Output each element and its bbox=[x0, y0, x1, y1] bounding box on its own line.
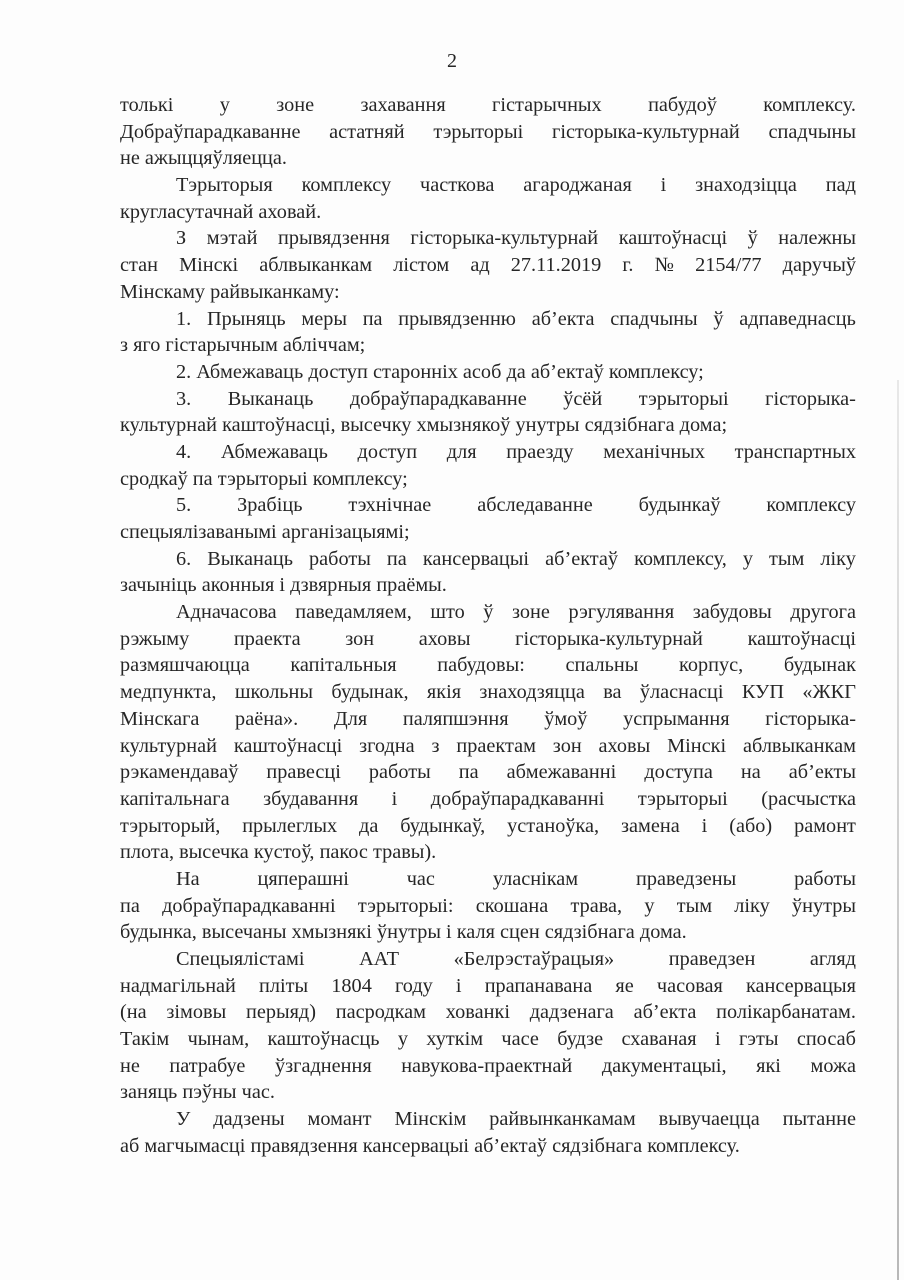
word: школьны bbox=[234, 681, 314, 704]
word: полікарбанатам. bbox=[716, 1001, 856, 1024]
word: капітальныя bbox=[290, 654, 397, 677]
word: (расчыстка bbox=[761, 787, 856, 810]
word: пабудоў bbox=[648, 94, 717, 116]
word: збудавання bbox=[263, 787, 359, 810]
word: ўмоў bbox=[544, 707, 588, 730]
word: уласнікам bbox=[492, 867, 579, 890]
text-line bbox=[120, 813, 856, 840]
word: добраўпарадкаванні bbox=[430, 787, 605, 810]
word: ў bbox=[483, 601, 494, 624]
word: рэжыму bbox=[120, 627, 190, 650]
word: агароджаная bbox=[523, 174, 632, 197]
word: па bbox=[362, 307, 383, 330]
word: ўзгаднення bbox=[274, 1054, 372, 1077]
word: меры bbox=[301, 307, 347, 330]
word: 27.11.2019 bbox=[510, 254, 602, 277]
word: і bbox=[714, 1028, 721, 1051]
word: корпус, bbox=[679, 654, 744, 677]
word: гісторыка- bbox=[765, 387, 856, 410]
word: аблвыканкам bbox=[259, 254, 373, 277]
word: час bbox=[406, 867, 435, 890]
text-line bbox=[120, 626, 856, 653]
word: тым bbox=[676, 894, 713, 917]
word: № bbox=[654, 254, 674, 277]
text-line bbox=[120, 973, 856, 1000]
word: можа bbox=[810, 1054, 856, 1077]
word: культурнай bbox=[120, 734, 217, 757]
word: кансервацыя bbox=[746, 974, 856, 997]
word: 2154/77 bbox=[695, 254, 762, 277]
word: пліты bbox=[259, 974, 309, 997]
word: каштоўнасці bbox=[233, 734, 343, 757]
word: зімовы bbox=[166, 1001, 227, 1024]
word: Зрабіць bbox=[237, 494, 303, 517]
word: (на bbox=[120, 1001, 147, 1024]
word: знаходзяцца bbox=[479, 681, 585, 704]
word: размяшчаюцца bbox=[120, 654, 250, 677]
text-line bbox=[120, 252, 856, 279]
word: комплексу, bbox=[634, 547, 727, 570]
word: Прыняць bbox=[206, 307, 286, 330]
word: ААТ bbox=[359, 948, 399, 970]
text-line bbox=[120, 599, 856, 626]
word: Выканаць bbox=[227, 387, 314, 410]
word: 4. bbox=[176, 440, 192, 463]
text-line: з яго гістарычным абліччам; bbox=[120, 334, 366, 357]
text-line: спецыялізаванымі арганізацыямі; bbox=[120, 521, 410, 543]
word: адпаведнасць bbox=[739, 307, 856, 330]
word: ліку bbox=[820, 547, 856, 570]
word: устаноўка, bbox=[507, 814, 600, 837]
word: часовая bbox=[656, 974, 723, 997]
word: аб’ектаў bbox=[545, 547, 619, 570]
word: рамонт bbox=[794, 814, 856, 837]
text-line bbox=[120, 759, 856, 786]
word: пад bbox=[825, 174, 856, 197]
word: зоне bbox=[276, 94, 315, 116]
word: патрабуе bbox=[169, 1054, 246, 1077]
word: лістом bbox=[393, 254, 450, 277]
text-line bbox=[120, 492, 856, 519]
word: добраўпарадкаванні bbox=[162, 894, 336, 917]
word: гісторыка-культурнай bbox=[515, 627, 703, 650]
word: астатняй bbox=[329, 120, 405, 143]
word: у bbox=[742, 547, 753, 570]
word: часе bbox=[501, 1028, 539, 1051]
word: ўласнасці bbox=[639, 681, 724, 704]
word: каштоўнасці bbox=[618, 227, 728, 250]
word: якія bbox=[426, 681, 462, 704]
word: гістарычных bbox=[492, 94, 602, 116]
word: Такім bbox=[120, 1028, 170, 1051]
word: аблвыканкам bbox=[743, 734, 856, 757]
word: спадчыны bbox=[610, 307, 698, 330]
word: механічных bbox=[603, 440, 705, 463]
word: «ЖКГ bbox=[802, 681, 856, 704]
text-line bbox=[120, 546, 856, 573]
word: гісторыка-культурнай bbox=[552, 120, 740, 143]
word: дадзены bbox=[213, 1108, 285, 1131]
word: па bbox=[458, 761, 479, 784]
word: Выканаць bbox=[207, 547, 293, 570]
text-line bbox=[120, 225, 856, 252]
text-line bbox=[120, 786, 856, 813]
word: абмежаванні bbox=[506, 761, 617, 784]
word: на bbox=[740, 761, 761, 784]
word: часткова bbox=[420, 174, 495, 197]
word: З bbox=[176, 227, 187, 250]
word: належны bbox=[778, 227, 856, 250]
word: забудовы bbox=[692, 601, 772, 624]
text-line: заняць пэўны час. bbox=[120, 1081, 275, 1104]
word: гісторыка-культурнай bbox=[410, 227, 599, 250]
text-line: сродкаў па тэрыторыі комплексу; bbox=[120, 467, 408, 490]
word: які bbox=[756, 1054, 781, 1077]
word: тэхнічнае bbox=[348, 494, 432, 517]
text-line bbox=[120, 1106, 856, 1133]
word: мэтай bbox=[206, 227, 258, 250]
word: дадзенага bbox=[529, 1001, 614, 1024]
text-line bbox=[120, 946, 856, 973]
word: і bbox=[701, 814, 708, 837]
word: захавання bbox=[360, 94, 446, 116]
word: Мінскага bbox=[120, 707, 200, 730]
word: стан bbox=[120, 254, 158, 277]
text-line: не ажыццяўляецца. bbox=[120, 147, 287, 170]
word: будынак, bbox=[331, 681, 409, 704]
text-line bbox=[120, 306, 856, 333]
text-line bbox=[120, 866, 856, 893]
text-line bbox=[120, 172, 856, 199]
word: другога bbox=[790, 601, 856, 624]
word: момант bbox=[307, 1108, 372, 1131]
word: тэрыторыі bbox=[637, 787, 728, 810]
text-line: зачыніць аконныя і дзвярныя праёмы. bbox=[120, 574, 447, 597]
word: работы bbox=[309, 547, 371, 570]
word: зоне bbox=[511, 601, 550, 624]
text-line bbox=[120, 92, 856, 119]
word: На bbox=[176, 867, 200, 890]
page-number: 2 bbox=[447, 50, 457, 72]
word: Абмежаваць bbox=[220, 440, 328, 463]
word: будзе bbox=[557, 1028, 604, 1051]
word: ў bbox=[747, 227, 758, 250]
word: успрымання bbox=[623, 707, 730, 730]
text-line: аб магчымасці правядзення кансервацыі аб’ектаў сядзібнага комплексу. bbox=[120, 1134, 740, 1157]
word: паведамляем, bbox=[295, 601, 412, 624]
word: раёна». bbox=[235, 707, 299, 730]
scan-edge-shadow bbox=[897, 380, 899, 1280]
word: прапанавана bbox=[484, 974, 593, 997]
word: 5. bbox=[176, 494, 192, 517]
word: Добраўпарадкаванне bbox=[120, 120, 301, 143]
text-line: кругласутачнай аховай. bbox=[120, 200, 322, 223]
word: і bbox=[455, 974, 462, 997]
word: г. bbox=[622, 254, 634, 277]
word: работы bbox=[368, 761, 431, 784]
word: у bbox=[397, 1028, 408, 1051]
word: да bbox=[359, 814, 379, 837]
word: агляд bbox=[809, 948, 856, 970]
word: (або) bbox=[729, 814, 773, 837]
word: пасродкам bbox=[335, 1001, 427, 1024]
word: спадчыны bbox=[768, 120, 856, 143]
word: для bbox=[446, 440, 477, 463]
word: прылеглых bbox=[242, 814, 338, 837]
word: «Белрэстаўрацыя» bbox=[453, 948, 615, 970]
word: знаходзіцца bbox=[695, 174, 797, 197]
word: абследаванне bbox=[477, 494, 593, 517]
text-line bbox=[120, 652, 856, 679]
word: дакументацыі, bbox=[601, 1054, 727, 1077]
document-body bbox=[120, 92, 856, 1160]
word: не bbox=[120, 1054, 140, 1077]
word: схаваная bbox=[621, 1028, 697, 1051]
word: аб’екта bbox=[633, 1001, 697, 1024]
text-line bbox=[120, 1053, 856, 1080]
word: транспартных bbox=[734, 440, 856, 463]
word: ўсёй bbox=[563, 387, 603, 410]
word: тэрыторыі bbox=[638, 387, 729, 410]
word: згодна bbox=[359, 734, 415, 757]
word: цяперашні bbox=[257, 867, 349, 890]
word: аб’екта bbox=[531, 307, 595, 330]
word: праведзены bbox=[635, 867, 737, 890]
word: у bbox=[644, 894, 655, 917]
word: 3. bbox=[176, 387, 192, 410]
word: тэрыторыі: bbox=[357, 894, 454, 917]
word: што bbox=[430, 601, 465, 624]
text-line bbox=[120, 706, 856, 733]
word: пабудовы: bbox=[437, 654, 525, 677]
word: спальны bbox=[565, 654, 639, 677]
word: праектам bbox=[456, 734, 536, 757]
text-line bbox=[120, 679, 856, 706]
word: праезду bbox=[506, 440, 574, 463]
text-line bbox=[120, 439, 856, 466]
word: і bbox=[660, 174, 667, 197]
word: ва bbox=[603, 681, 622, 704]
word: будынкаў, bbox=[400, 814, 486, 837]
word: комплексу bbox=[301, 174, 392, 197]
word: тым bbox=[769, 547, 805, 570]
word: яе bbox=[615, 974, 634, 997]
word: праведзен bbox=[668, 948, 756, 970]
text-line bbox=[120, 733, 856, 760]
text-line: будынка, высечаны хмызнякі ўнутры і каля сцен сядзібнага дома. bbox=[120, 921, 687, 944]
word: па bbox=[386, 547, 407, 570]
word: Спецыялістамі bbox=[176, 948, 305, 970]
word: капітальнага bbox=[120, 787, 230, 810]
word: будынкаў bbox=[638, 494, 721, 517]
word: трава, bbox=[570, 894, 623, 917]
word: доступ bbox=[357, 440, 418, 463]
word: зон bbox=[552, 734, 582, 757]
word: ўнутры bbox=[791, 894, 856, 917]
word: правесці bbox=[266, 761, 341, 784]
word: 1. bbox=[176, 307, 192, 330]
word: каштоўнасць bbox=[267, 1028, 380, 1051]
word: Мінскі bbox=[667, 734, 727, 757]
text-line bbox=[120, 999, 856, 1026]
text-line: плота, высечка кустоў, пакос травы). bbox=[120, 841, 437, 864]
word: па bbox=[120, 894, 140, 917]
word: аб’екты bbox=[788, 761, 856, 784]
word: комплексу. bbox=[763, 94, 856, 116]
word: навукова-праектнай bbox=[401, 1054, 573, 1077]
word: У bbox=[176, 1108, 191, 1131]
word: надмагільнай bbox=[120, 974, 236, 997]
word: Адначасова bbox=[176, 601, 277, 624]
word: даручыў bbox=[782, 254, 856, 277]
word: чынам, bbox=[187, 1028, 250, 1051]
word: рэгулявання bbox=[568, 601, 675, 624]
word: толькі bbox=[120, 94, 174, 116]
text-line: культурнай каштоўнасці, высечку хмызнякоў унутры сядзібнага дома; bbox=[120, 414, 728, 437]
word: прывядзення bbox=[278, 227, 390, 250]
word: будынак bbox=[783, 654, 856, 677]
word: Мінскі bbox=[179, 254, 239, 277]
word: ў bbox=[713, 307, 724, 330]
word: райвынканкамам bbox=[489, 1108, 636, 1131]
word: ад bbox=[470, 254, 490, 277]
word: тэрыторый, bbox=[120, 814, 221, 837]
word: вывучаецца bbox=[658, 1108, 760, 1131]
word: Мінскім bbox=[394, 1108, 467, 1131]
word: спосаб bbox=[796, 1028, 856, 1051]
word: перыяд) bbox=[245, 1001, 316, 1024]
word: прывядзенню bbox=[398, 307, 516, 330]
word: хованкі bbox=[445, 1001, 510, 1024]
word: году bbox=[394, 974, 433, 997]
word: доступа bbox=[644, 761, 713, 784]
text-line: 2. Абмежаваць доступ староннiх асоб да аб’ектаў комплексу; bbox=[176, 360, 704, 383]
word: пытанне bbox=[782, 1108, 856, 1131]
word: КУП bbox=[741, 681, 784, 704]
word: рэкамендаваў bbox=[120, 761, 239, 784]
word: каштоўнасці bbox=[747, 627, 856, 650]
word: Тэрыторыя bbox=[176, 174, 273, 197]
word: з bbox=[431, 734, 440, 757]
word: і bbox=[391, 787, 398, 810]
text-line bbox=[120, 386, 856, 413]
word: комплексу bbox=[766, 494, 856, 517]
word: скошана bbox=[475, 894, 549, 917]
text-line bbox=[120, 1026, 856, 1053]
word: гісторыка- bbox=[765, 707, 856, 730]
word: кансервацыі bbox=[422, 547, 530, 570]
text-line bbox=[120, 119, 856, 146]
word: 6. bbox=[176, 547, 192, 570]
text-line bbox=[120, 893, 856, 920]
word: гэты bbox=[738, 1028, 779, 1051]
word: паляпшэння bbox=[402, 707, 509, 730]
word: аховы bbox=[598, 734, 651, 757]
word: медпункта, bbox=[120, 681, 217, 704]
word: добраўпарадкаванне bbox=[349, 387, 527, 410]
word: Для bbox=[333, 707, 368, 730]
word: аховы bbox=[418, 627, 471, 650]
word: 1804 bbox=[331, 974, 372, 997]
word: зон bbox=[345, 627, 375, 650]
word: работы bbox=[794, 867, 856, 890]
word: замена bbox=[621, 814, 680, 837]
word: праекта bbox=[233, 627, 301, 650]
text-line: Мінскаму райвыканкаму: bbox=[120, 280, 340, 303]
word: хуткім bbox=[426, 1028, 484, 1051]
word: тэрыторыі bbox=[433, 120, 524, 143]
word: у bbox=[219, 94, 230, 116]
word: ліку bbox=[734, 894, 770, 917]
